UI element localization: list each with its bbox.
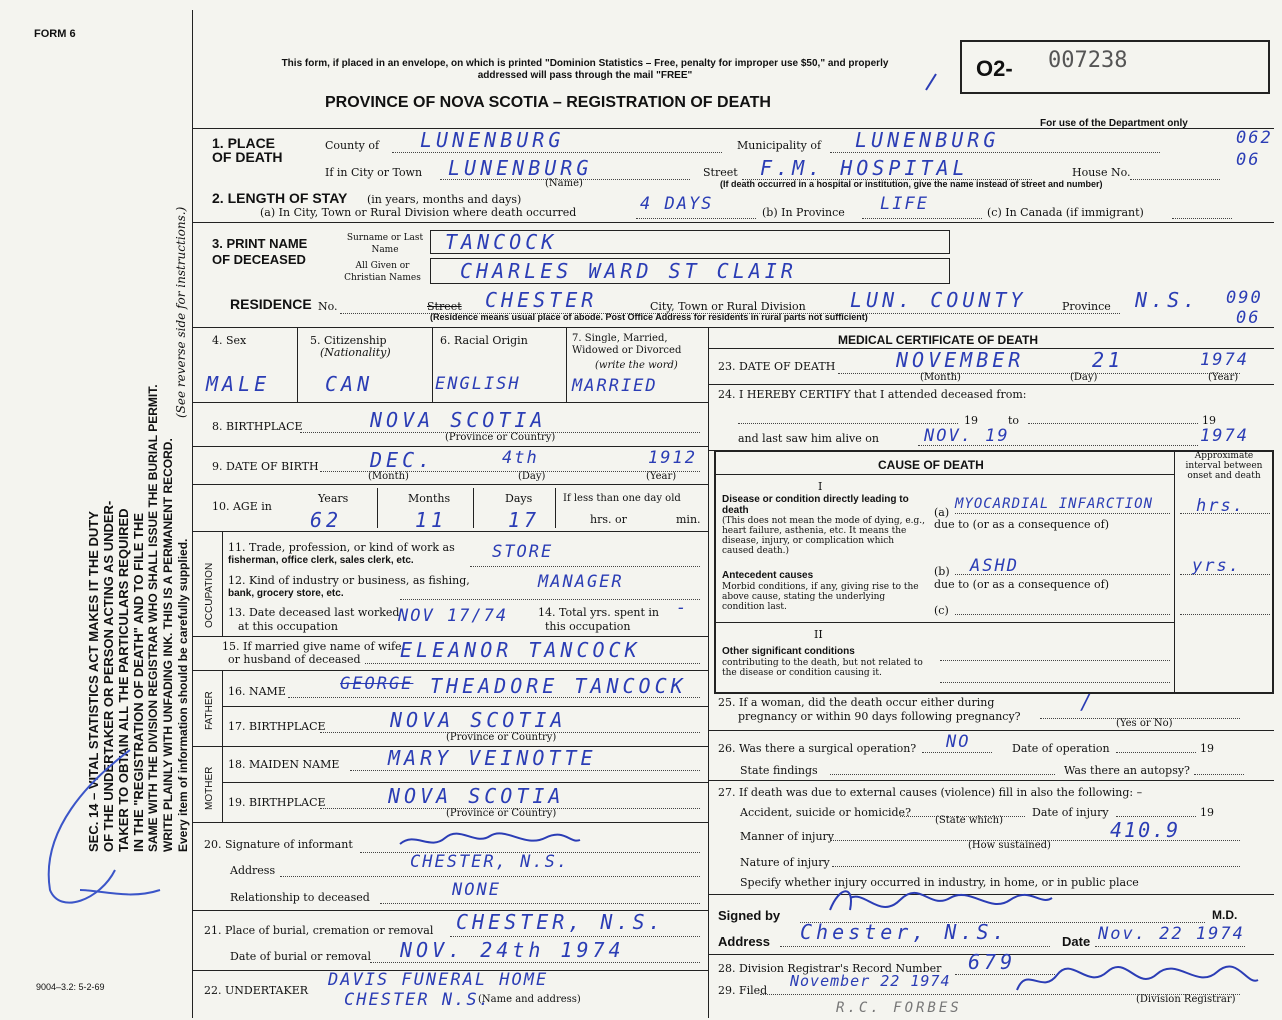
cause-c-label: (c): [934, 604, 949, 617]
accident-label: Accident, suicide or homicide?: [740, 806, 911, 819]
mother-birthplace-label: 19. BIRTHPLACE: [228, 796, 326, 809]
dob-day: 4th: [502, 448, 539, 468]
age-less-label: If less than one day old: [563, 493, 681, 504]
residence-street-label: Street: [427, 300, 462, 313]
industry-label: 12. Kind of industry or business, as fishing,: [228, 574, 470, 587]
residence-province-value: N.S.: [1135, 288, 1200, 312]
cause-a-value: MYOCARDIAL INFARCTION: [955, 496, 1154, 512]
death-month: NOVEMBER: [896, 348, 1025, 372]
county-label: County of: [325, 139, 380, 152]
last-worked-label: 13. Date deceased last worked: [228, 606, 400, 619]
total-years-label: 14. Total yrs. spent in: [538, 606, 659, 619]
other-conditions-label: Other significant conditions: [722, 646, 855, 657]
print-code: 9004–3.2: 5-2-69: [36, 982, 105, 992]
mother-maiden-value: MARY VEINOTTE: [388, 746, 597, 770]
city-value: LUNENBURG: [448, 156, 593, 180]
stay-a-value: 4 DAYS: [640, 194, 714, 214]
cause-a-label: (a): [934, 506, 950, 519]
citizenship-note: (Nationality): [320, 346, 391, 359]
q25-value: /: [1080, 690, 1097, 714]
place-of-death-label: 1. PLACE OF DEATH: [212, 135, 283, 165]
birthplace-value: NOVA SCOTIA: [370, 408, 547, 432]
undertaker-value: DAVIS FUNERAL HOME: [328, 970, 549, 990]
dept-code-province: 090: [1226, 288, 1263, 308]
dob-label: 9. DATE OF BIRTH: [212, 460, 319, 473]
attended-to-19: 19: [1202, 414, 1216, 427]
mail-notice: This form, if placed in an envelope, on which is printed "Dominion Statistics – Free, penalty for improper use $50," and properly addressed will pass through the mail "FREE": [281, 58, 889, 81]
father-birthplace-caption: (Province or Country): [446, 732, 557, 743]
total-years-label2: this occupation: [545, 620, 631, 633]
q25-caption: (Yes or No): [1116, 718, 1173, 729]
dob-month: DEC.: [370, 448, 435, 472]
age-days: 17: [508, 508, 541, 532]
signed-address-label: Address: [718, 934, 771, 949]
attended-from-19: 19: [964, 414, 978, 427]
md-label: M.D.: [1212, 908, 1238, 922]
given-label: All Given or Christian Names: [344, 261, 421, 283]
residence-label: RESIDENCE: [230, 296, 312, 312]
trade-value: STORE: [492, 542, 554, 562]
side-instruction-3: TAKER TO OBTAIN ALL THE PARTICULARS REQUIRED: [116, 508, 131, 852]
trade-label2: fisherman, office clerk, sales clerk, etc.: [228, 555, 414, 566]
date-of-death-label: 23. DATE OF DEATH: [718, 360, 836, 373]
cause-b-label: (b): [934, 565, 950, 578]
marital-label: 7. Single, Married, Widowed or Divorced: [572, 333, 682, 356]
print-name-label: 3. PRINT NAME OF DECEASED: [212, 236, 308, 267]
q28-value: 679: [968, 950, 1017, 974]
residence-province-label: Province: [1062, 300, 1111, 313]
injury-19: 19: [1200, 806, 1214, 819]
pen-scribble: [20, 740, 180, 920]
relationship-label: Relationship to deceased: [230, 891, 370, 904]
part-two-label: II: [814, 628, 823, 641]
stay-a-label: (a) In City, Town or Rural Division where death occurred: [260, 206, 577, 219]
death-year-caption: (Year): [1208, 372, 1239, 383]
informant-address-label: Address: [230, 864, 276, 877]
q28-label: 28. Division Registrar's Record Number: [718, 962, 942, 975]
sex-label: 4. Sex: [212, 334, 247, 347]
industry-label2: bank, grocery store, etc.: [228, 588, 344, 599]
spouse-label2: or husband of deceased: [228, 653, 361, 666]
side-instruction-4: IN THE "REGISTRATION OF DEATH" AND TO FILE THE: [131, 512, 146, 852]
q29-value: November 22 1974: [790, 972, 951, 990]
state-which-caption: (State which): [935, 815, 1003, 826]
stay-b-value: LIFE: [880, 194, 929, 214]
father-side-label: FATHER: [204, 691, 215, 730]
stay-label: 2. LENGTH OF STAY: [212, 190, 348, 206]
house-label: House No.: [1072, 166, 1131, 179]
manner-value: 410.9: [1110, 818, 1181, 842]
direct-cause-label: Disease or condition directly leading to death: [722, 494, 909, 516]
signed-date-label: Date: [1062, 934, 1091, 949]
side-instruction-5: SAME WITH THE DIVISION REGISTRAR WHO SHALL ISSUE THE BURIAL PERMIT.: [146, 384, 160, 852]
cause-header: CAUSE OF DEATH: [878, 458, 984, 472]
physician-signature: [820, 880, 1060, 924]
marital-note: (write the word): [595, 360, 678, 371]
last-saw-value: NOV. 19: [924, 426, 1010, 446]
birthplace-label: 8. BIRTHPLACE: [212, 420, 303, 433]
q25-label2: pregnancy or within 90 days following pregnancy?: [738, 710, 1021, 723]
father-birthplace-label: 17. BIRTHPLACE: [228, 720, 326, 733]
burial-date-value: NOV. 24th 1974: [400, 938, 625, 962]
side-instruction-2: OF THE UNDERTAKER OR PERSON ACTING AS UNDER-: [101, 500, 116, 852]
age-years: 62: [310, 508, 343, 532]
residence-street-value: CHESTER: [485, 288, 598, 312]
side-instruction-6: WRITE PLAINLY WITH UNFADING INK. THIS IS A PERMANENT RECORD.: [161, 438, 175, 852]
father-name-value: THEADORE TANCOCK: [430, 674, 687, 698]
hospital-note: (If death occurred in a hospital or institution, give the name instead of street and number): [720, 179, 1103, 189]
street-value: F.M. HOSPITAL: [760, 156, 969, 180]
sex-value: MALE: [206, 372, 271, 396]
age-years-label: Years: [318, 492, 349, 505]
operation-date-label: Date of operation: [1012, 742, 1110, 755]
dept-only-label: For use of the Department only: [1040, 118, 1188, 129]
signed-date-value: Nov. 22 1974: [1098, 924, 1245, 944]
q26-label: 26. Was there a surgical operation?: [718, 742, 917, 755]
manner-label: Manner of injury: [740, 830, 835, 843]
residence-note: (Residence means usual place of abode. Post Office Address for residents in rural parts not sufficient): [430, 312, 868, 322]
how-sustained-caption: (How sustained): [968, 840, 1051, 851]
street-label: Street: [703, 166, 738, 179]
side-instruction-7: Every item of information should be carefully supplied.: [176, 538, 190, 852]
dob-year-caption: (Year): [646, 471, 677, 482]
age-months: 11: [415, 508, 448, 532]
surname-label: Surname or Last Name: [346, 233, 424, 255]
total-years-value: -: [676, 598, 689, 618]
q27-label: 27. If death was due to external causes (violence) fill in also the following: –: [718, 786, 1143, 799]
dept-code-county: 062: [1236, 128, 1273, 148]
mother-side-label: MOTHER: [204, 766, 215, 810]
stay-note: (in years, months and days): [367, 193, 522, 206]
residence-city-value: LUN. COUNTY: [850, 288, 1027, 312]
birthplace-caption: (Province or Country): [445, 432, 556, 443]
racial-label: 6. Racial Origin: [440, 334, 528, 347]
specify-label: Specify whether injury occurred in industry, in home, or in public place: [740, 876, 1139, 889]
signed-address-value: Chester, N.S.: [800, 920, 1009, 944]
due-to-b: due to (or as a consequence of): [934, 578, 1109, 591]
age-label: 10. AGE in: [212, 500, 272, 513]
last-worked-value: NOV 17/74: [398, 606, 509, 626]
cause-b-interval: yrs.: [1192, 556, 1241, 576]
dept-code-town: 06: [1236, 150, 1261, 170]
check-mark-icon: [922, 70, 942, 94]
citizenship-value: CAN: [325, 372, 374, 396]
age-hrs-label: hrs. or: [590, 513, 627, 526]
form-number: FORM 6: [34, 28, 76, 40]
stay-b-label: (b) In Province: [762, 206, 845, 219]
municipality-value: LUNENBURG: [855, 128, 1000, 152]
autopsy-label: Was there an autopsy?: [1064, 764, 1190, 777]
interval-header: Approximate interval between onset and death: [1185, 451, 1263, 481]
informant-address-value: CHESTER, N.S.: [410, 852, 570, 872]
father-birthplace-value: NOVA SCOTIA: [390, 708, 567, 732]
stay-c-label: (c) In Canada (if immigrant): [987, 206, 1144, 219]
marital-value: MARRIED: [572, 376, 658, 396]
occupation-side-label: OCCUPATION: [204, 562, 215, 628]
undertaker-value2: CHESTER N.S.: [344, 990, 491, 1010]
dob-day-caption: (Day): [518, 471, 546, 482]
last-saw-year: 1974: [1200, 426, 1249, 446]
cause-a-interval: hrs.: [1196, 496, 1245, 516]
attended-to-label: to: [1008, 414, 1020, 427]
residence-city-label: City, Town or Rural Division: [650, 300, 806, 313]
age-min-label: min.: [676, 513, 701, 526]
reg-number: 007238: [1048, 48, 1128, 73]
undertaker-label: 22. UNDERTAKER: [204, 984, 309, 997]
informant-signature-label: 20. Signature of informant: [204, 838, 353, 851]
q25-label: 25. If a woman, did the death occur either during: [718, 696, 995, 709]
father-struck-name: GEORGE: [340, 674, 414, 694]
death-year: 1974: [1200, 350, 1249, 370]
side-instruction-8: (See reverse side for instructions.): [174, 206, 188, 418]
age-months-label: Months: [408, 492, 451, 505]
city-label: If in City or Town: [325, 166, 423, 179]
citizenship-label: 5. Citizenship: [310, 334, 387, 347]
mother-birthplace-caption: (Province or Country): [446, 808, 557, 819]
other-conditions-note: contributing to the death, but not related to the disease or condition causing it.: [722, 658, 923, 678]
cause-b-value: ASHD: [970, 556, 1019, 576]
burial-place-value: CHESTER, N.S.: [456, 910, 665, 934]
mother-birthplace-value: NOVA SCOTIA: [388, 784, 565, 808]
municipality-label: Municipality of: [737, 139, 822, 152]
surname-value: TANCOCK: [445, 230, 558, 254]
side-instruction-1: SEC. 14 – VITAL STATISTICS ACT MAKES IT THE DUTY: [86, 511, 101, 852]
last-worked-label2: at this occupation: [238, 620, 338, 633]
given-value: CHARLES WARD ST CLAIR: [460, 259, 797, 283]
industry-value: MANAGER: [538, 572, 624, 592]
trade-label: 11. Trade, profession, or kind of work as: [228, 541, 455, 554]
certify-label: 24. I HEREBY CERTIFY that I attended deceased from:: [718, 388, 1027, 401]
q29-caption: (Division Registrar): [1136, 994, 1236, 1005]
signed-by-label: Signed by: [718, 908, 781, 923]
q26-value: NO: [946, 732, 971, 752]
residence-no-label: No.: [318, 300, 338, 313]
nature-label: Nature of injury: [740, 856, 830, 869]
name-caption: (Name): [545, 178, 583, 189]
antecedent-label: Antecedent causes: [722, 570, 814, 581]
death-day: 21: [1092, 348, 1125, 372]
relationship-value: NONE: [452, 880, 501, 900]
last-saw-label: and last saw him alive on: [738, 432, 879, 445]
dob-month-caption: (Month): [368, 471, 409, 482]
q29-label: 29. Filed: [718, 984, 768, 997]
death-day-caption: (Day): [1070, 372, 1098, 383]
father-name-label: 16. NAME: [228, 685, 286, 698]
registrar-name: R.C. FORBES: [836, 1000, 962, 1016]
county-value: LUNENBURG: [420, 128, 565, 152]
undertaker-caption: (Name and address): [478, 994, 581, 1005]
mother-maiden-label: 18. MAIDEN NAME: [228, 758, 340, 771]
medical-header: MEDICAL CERTIFICATE OF DEATH: [838, 333, 1038, 347]
death-month-caption: (Month): [920, 372, 961, 383]
findings-label: State findings: [740, 764, 818, 777]
spouse-label: 15. If married give name of wife: [222, 640, 402, 653]
antecedent-note: Morbid conditions, if any, giving rise to the above cause, stating the underlying condition last.: [722, 582, 919, 612]
part-one-label: I: [818, 480, 823, 493]
direct-cause-note: (This does not mean the mode of dying, e.g., heart failure, asthenia, etc. It means the disease, injury, or complication which caused death.): [722, 516, 926, 556]
spouse-value: ELEANOR TANCOCK: [400, 638, 641, 662]
reg-prefix: O2-: [976, 56, 1013, 81]
racial-value: ENGLISH: [435, 374, 521, 394]
burial-date-label: Date of burial or removal: [230, 950, 371, 963]
operation-19: 19: [1200, 742, 1214, 755]
dept-code-province2: 06: [1236, 308, 1261, 328]
due-to-a: due to (or as a consequence of): [934, 518, 1109, 531]
injury-date-label: Date of injury: [1032, 806, 1109, 819]
dob-year: 1912: [648, 448, 697, 468]
age-days-label: Days: [505, 492, 533, 505]
burial-place-label: 21. Place of burial, cremation or removal: [204, 924, 434, 937]
form-title: PROVINCE OF NOVA SCOTIA – REGISTRATION OF DEATH: [325, 94, 771, 111]
